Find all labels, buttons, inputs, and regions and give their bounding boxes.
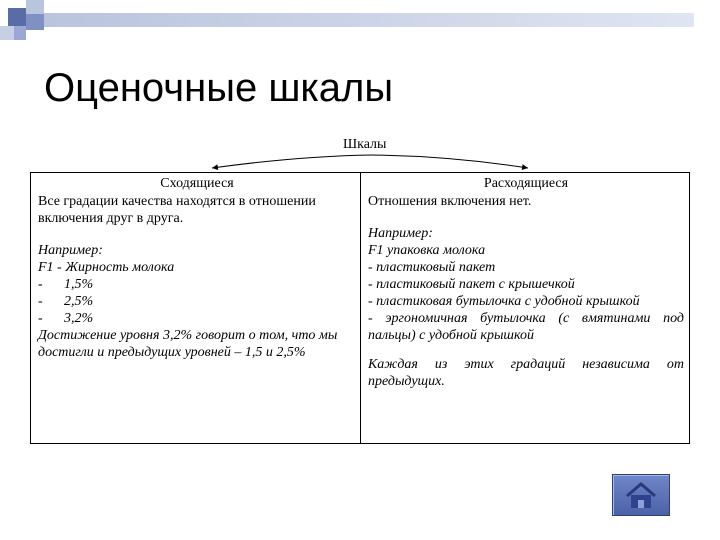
root-label: Шкалы bbox=[343, 137, 387, 152]
left-item: - 2,5% bbox=[38, 294, 94, 309]
left-example-label: Например: bbox=[38, 243, 103, 258]
slide-title: Оценочные шкалы bbox=[44, 66, 394, 110]
right-column bbox=[368, 175, 684, 390]
right-item: - пластиковый пакет bbox=[368, 260, 496, 275]
left-text: Все градации качества находятся в отношении включения друг в друга. bbox=[38, 194, 316, 226]
right-conclusion: Каждая из этих градаций независима от предыдущих. bbox=[368, 357, 684, 389]
column-divider bbox=[360, 173, 361, 443]
right-item: - пластиковый пакет с крышечкой bbox=[368, 277, 575, 292]
right-text: Отношения включения нет. bbox=[368, 194, 532, 209]
left-conclusion: Достижение уровня 3,2% говорит о том, что мы достигли и предыдущих уровней – 1,5 и 2,5% bbox=[38, 328, 338, 360]
right-heading: Расходящиеся bbox=[483, 176, 569, 191]
home-icon bbox=[613, 475, 669, 515]
right-item: - эргономичная бутылочка (с вмятинами под пальцы) с удобной крышкой bbox=[368, 311, 684, 343]
right-item: - пластиковая бутылочка с удобной крышкой bbox=[368, 294, 640, 309]
left-item: - 3,2% bbox=[38, 311, 94, 326]
left-column bbox=[38, 175, 356, 361]
comparison-table bbox=[30, 172, 690, 444]
left-example-title: F1 - Жирность молока bbox=[38, 260, 175, 275]
left-item: - 1,5% bbox=[38, 277, 94, 292]
right-example-title: F1 упаковка молока bbox=[368, 243, 486, 258]
left-heading: Сходящиеся bbox=[160, 176, 234, 191]
home-button[interactable] bbox=[612, 474, 670, 516]
right-example-label: Например: bbox=[368, 226, 433, 241]
